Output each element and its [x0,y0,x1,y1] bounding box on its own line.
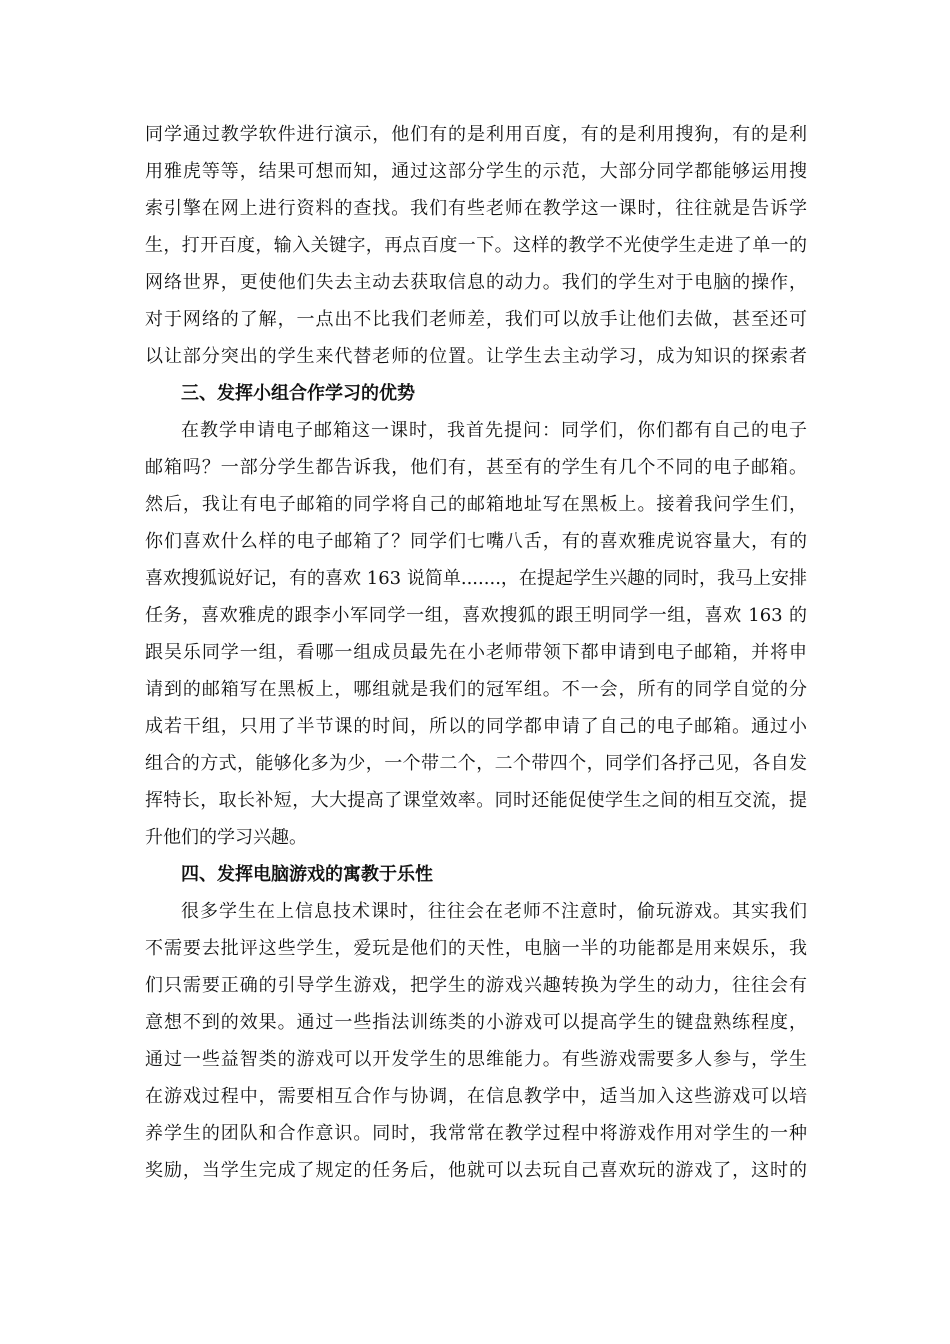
paragraph-line: 不需要去批评这些学生，爱玩是他们的天性，电脑一半的功能都是用来娱乐，我 [145,938,807,959]
paragraph-line: 生，打开百度，输入关键字，再点百度一下。这样的教学不光使学生走进了单一的 [145,235,807,256]
paragraph-line: 跟吴乐同学一组，看哪一组成员最先在小老师带领下都申请到电子邮箱，并将申 [145,642,807,663]
paragraph-line: 奖励，当学生完成了规定的任务后，他就可以去玩自己喜欢玩的游戏了，这时的 [145,1160,807,1181]
section-heading: 四、发挥电脑游戏的寓教于乐性 [181,864,433,885]
paragraph-line: 网络世界，更使他们失去主动去获取信息的动力。我们的学生对于电脑的操作， [145,272,807,293]
paragraph-line: 很多学生在上信息技术课时，往往会在老师不注意时，偷玩游戏。其实我们 [181,901,807,922]
paragraph-line: 请到的邮箱写在黑板上，哪组就是我们的冠军组。不一会，所有的同学自觉的分 [145,679,807,700]
section-heading: 三、发挥小组合作学习的优势 [181,383,415,404]
paragraph-line: 喜欢搜狐说好记，有的喜欢 163 说简单.......，在提起学生兴趣的同时，我马上安排 [145,568,807,589]
paragraph-line: 你们喜欢什么样的电子邮箱了？同学们七嘴八舌，有的喜欢雅虎说容量大，有的 [145,531,807,552]
paragraph-line: 成若干组，只用了半节课的时间，所以的同学都申请了自己的电子邮箱。通过小 [145,716,807,737]
paragraph-line: 组合的方式，能够化多为少，一个带二个，二个带四个，同学们各抒己见，各自发 [145,753,807,774]
paragraph-line: 以让部分突出的学生来代替老师的位置。让学生去主动学习，成为知识的探索者 [145,346,807,367]
paragraph-line: 任务，喜欢雅虎的跟李小军同学一组，喜欢搜狐的跟王明同学一组，喜欢 163 的 [145,605,807,626]
paragraph-line: 升他们的学习兴趣。 [145,827,307,848]
paragraph-line: 对于网络的了解，一点出不比我们老师差，我们可以放手让他们去做，甚至还可 [145,309,807,330]
paragraph-line: 在游戏过程中，需要相互合作与协调，在信息教学中，适当加入这些游戏可以培 [145,1086,807,1107]
paragraph-line: 通过一些益智类的游戏可以开发学生的思维能力。有些游戏需要多人参与，学生 [145,1049,807,1070]
paragraph-line: 同学通过教学软件进行演示，他们有的是利用百度，有的是利用搜狗，有的是利 [145,124,807,145]
paragraph-line: 意想不到的效果。通过一些指法训练类的小游戏可以提高学生的键盘熟练程度， [145,1012,807,1033]
paragraph-line: 在教学申请电子邮箱这一课时，我首先提问：同学们，你们都有自己的电子 [181,420,807,441]
paragraph-line: 然后，我让有电子邮箱的同学将自己的邮箱地址写在黑板上。接着我问学生们， [145,494,807,515]
paragraph-line: 用雅虎等等，结果可想而知，通过这部分学生的示范，大部分同学都能够运用搜 [145,161,807,182]
paragraph-line: 们只需要正确的引导学生游戏，把学生的游戏兴趣转换为学生的动力，往往会有 [145,975,807,996]
paragraph-line: 养学生的团队和合作意识。同时，我常常在教学过程中将游戏作用对学生的一种 [145,1123,807,1144]
paragraph-line: 邮箱吗？一部分学生都告诉我，他们有，甚至有的学生有几个不同的电子邮箱。 [145,457,807,478]
paragraph-line: 索引擎在网上进行资料的查找。我们有些老师在教学这一课时，往往就是告诉学 [145,198,807,219]
paragraph-line: 挥特长，取长补短，大大提高了课堂效率。同时还能促使学生之间的相互交流，提 [145,790,807,811]
